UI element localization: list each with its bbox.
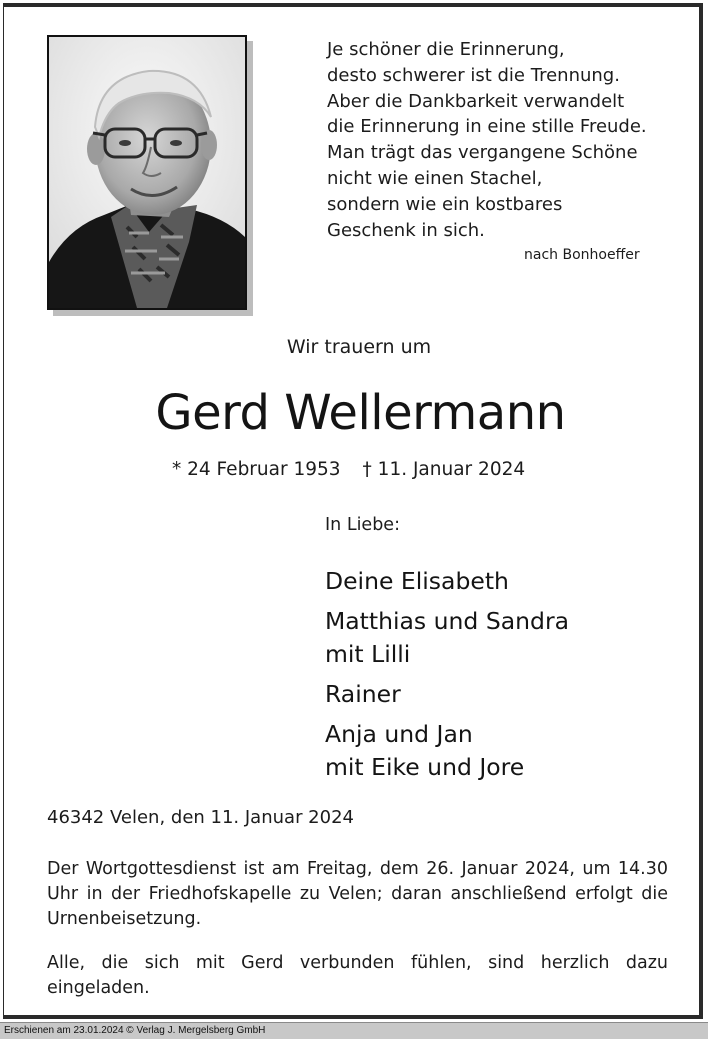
- family-line: Rainer: [325, 680, 401, 708]
- place-and-date: 46342 Velen, den 11. Januar 2024: [47, 807, 354, 828]
- quote-line: desto schwerer ist die Trennung.: [327, 64, 620, 86]
- quote-line: Man trägt das vergangene Schöne: [327, 142, 638, 164]
- quote-source: nach Bonhoeffer: [524, 247, 640, 263]
- family-group: [325, 605, 685, 671]
- family-group: [325, 678, 685, 711]
- family-line: Matthias und Sandra: [325, 607, 570, 635]
- family-group: [325, 565, 685, 598]
- quote-line: die Erinnerung in eine stille Freude.: [327, 116, 647, 138]
- quote-line: Je schöner die Erinnerung,: [327, 39, 565, 60]
- quote-line: Geschenk in sich.: [327, 219, 485, 241]
- family-list: [325, 565, 685, 791]
- quote-line: nicht wie einen Stachel,: [327, 167, 543, 189]
- in-love-label: In Liebe:: [325, 515, 400, 535]
- family-group: [325, 718, 685, 784]
- family-line: mit Lilli: [325, 640, 411, 668]
- life-dates: [172, 459, 525, 480]
- quote: [327, 37, 687, 243]
- family-line: Deine Elisabeth: [325, 567, 509, 595]
- birth-date: * 24 Februar 1953: [172, 459, 341, 480]
- quote-line: sondern wie ein kostbares: [327, 193, 563, 215]
- death-date: † 11. Januar 2024: [362, 459, 526, 480]
- service-info: Der Wortgottesdienst ist am Freitag, dem 26. Januar 2024, um 14.30 Uhr in der Friedhofskapelle zu Velen; daran anschließend erfolgt die Urnenbeisetzung.: [47, 859, 668, 929]
- publication-footer: Erschienen am 23.01.2024 © Verlag J. Mergelsberg GmbH: [0, 1022, 708, 1039]
- portrait-photo: [47, 35, 247, 310]
- portrait-photo-image: [49, 37, 245, 308]
- mourning-intro: Wir trauern um: [286, 336, 432, 358]
- family-line: mit Eike und Jore: [325, 753, 525, 781]
- family-line: Anja und Jan: [325, 720, 473, 748]
- obituary-notice: [3, 3, 703, 1019]
- invitation-text: Alle, die sich mit Gerd verbunden fühlen, sind herzlich dazu eingeladen.: [47, 953, 668, 998]
- portrait-photo-frame: [47, 35, 247, 310]
- quote-line: Aber die Dankbarkeit verwandelt: [327, 90, 625, 112]
- deceased-name: Gerd Wellermann: [155, 385, 566, 441]
